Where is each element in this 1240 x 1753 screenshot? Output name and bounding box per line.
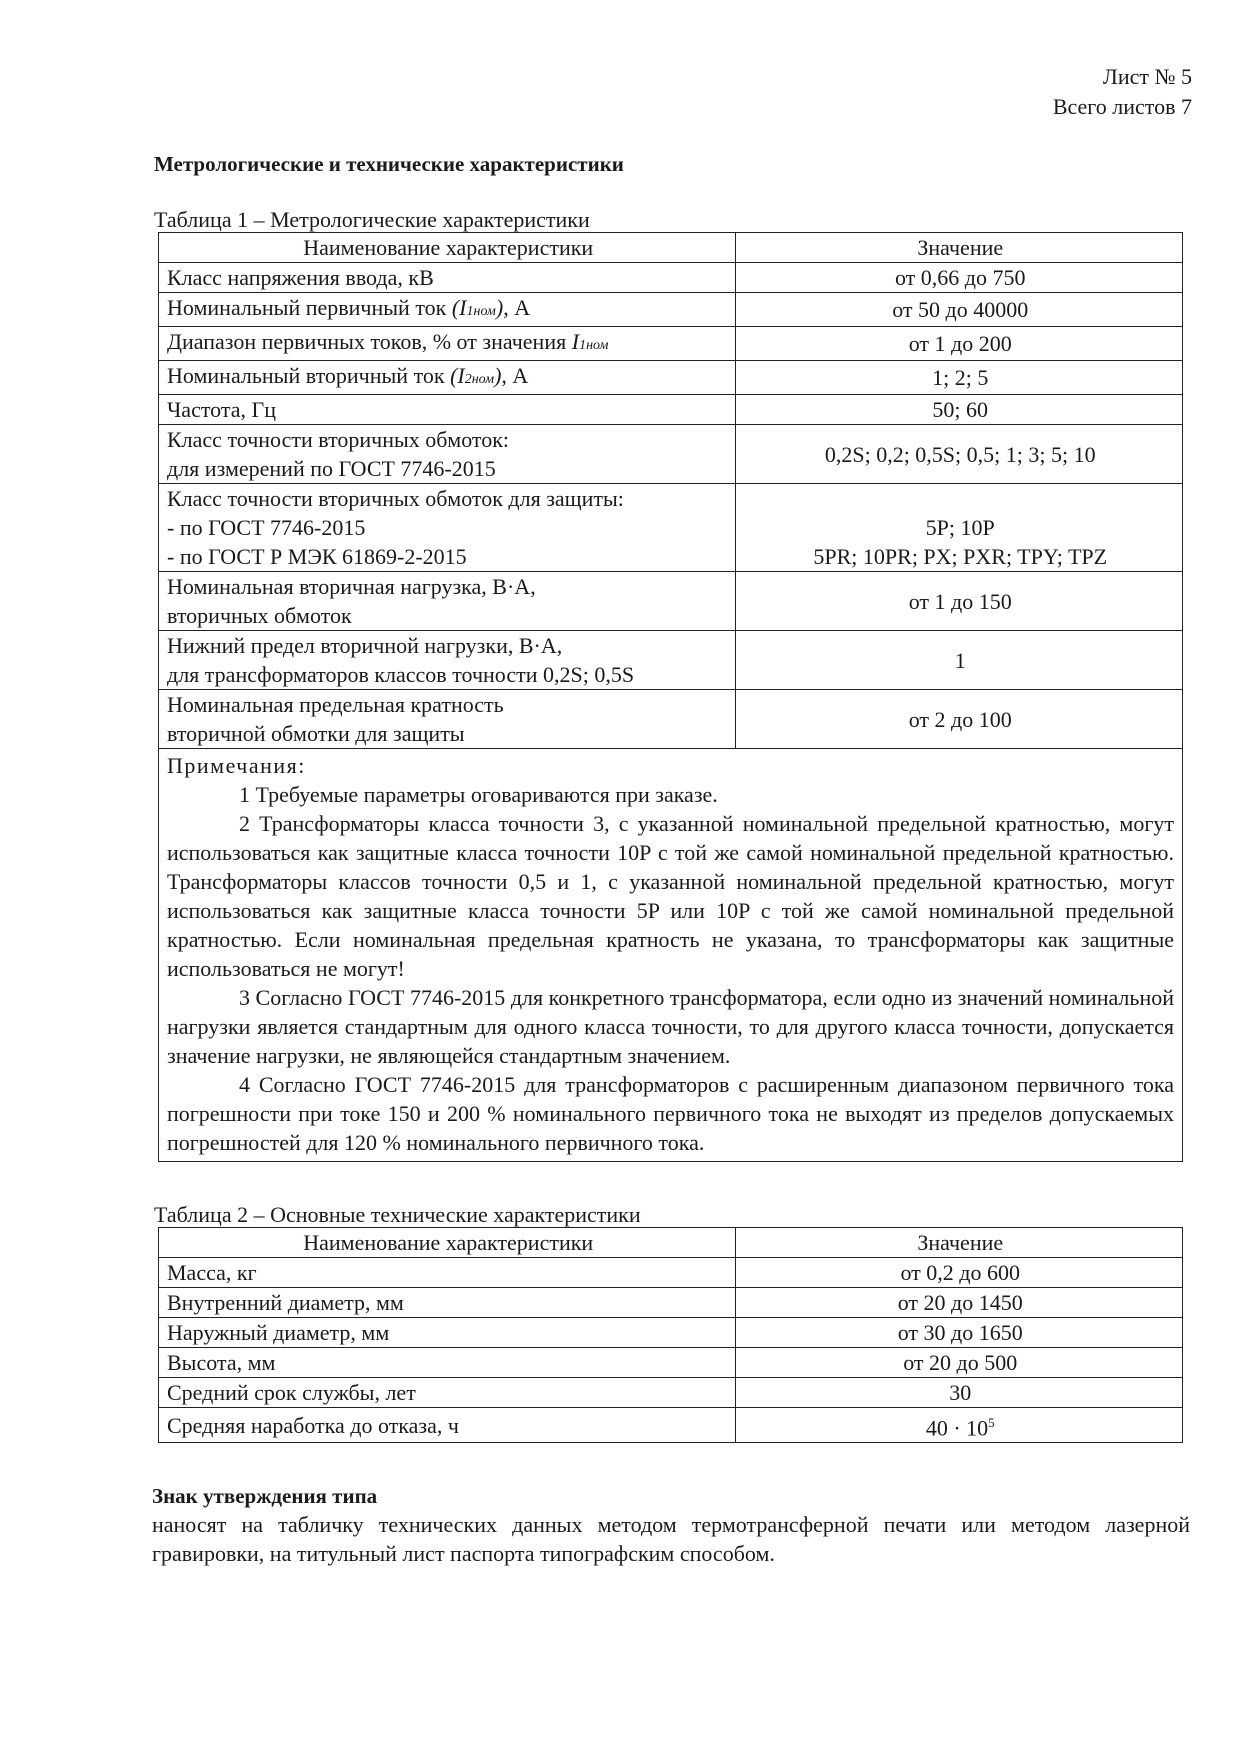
table-row: [159, 327, 1183, 361]
row-value: от 0,2 до 600: [736, 1258, 1183, 1288]
row-value: 1; 2; 5: [736, 361, 1183, 395]
table-row: [159, 690, 1183, 749]
row-name: Средний срок службы, лет: [159, 1378, 736, 1408]
row-value: от 2 до 100: [736, 690, 1183, 749]
table-row: [159, 361, 1183, 395]
table-row: [159, 1348, 1183, 1378]
row-name: Номинальный вторичный ток (I2ном), А: [159, 361, 736, 395]
table-row: [159, 1318, 1183, 1348]
column-header-value: Значение: [736, 1228, 1183, 1258]
row-value: 50; 60: [736, 395, 1183, 425]
note-item: 2 Трансформаторы класса точности 3, с указанной номинальной предельной кратностью, могут использоваться как защитные класса точности 10P с той же самой номинальной предельной кратностью. Трансформаторы классов точности 0,5 и 1, с указанной номинальной предельной кратностью, могут использоваться как защитные класса точности 5P или 10P с той же самой номинальной предельной кратностью. Если номинальная предельная кратность не указана, то трансформаторы как защитные использоваться не могут!: [167, 811, 1174, 981]
note-item: 3 Согласно ГОСТ 7746-2015 для конкретного трансформатора, если одно из значений номинальной нагрузки является стандартным для одного класса точности, то для другого класса точности, допускается значение нагрузки, не являющейся стандартным значением.: [167, 985, 1174, 1068]
column-header-value: Значение: [736, 233, 1183, 263]
row-value: от 0,66 до 750: [736, 263, 1183, 293]
row-name: Диапазон первичных токов, % от значения I1ном: [159, 327, 736, 361]
section-title: Метрологические и технические характеристики: [154, 152, 624, 176]
row-name: Масса, кг: [159, 1258, 736, 1288]
row-name: Наружный диаметр, мм: [159, 1318, 736, 1348]
row-name: Высота, мм: [159, 1348, 736, 1378]
notes-title: Примечания:: [167, 753, 306, 778]
table-row: [159, 484, 1183, 572]
row-value: $40 \cdot 10^5$: [736, 1408, 1183, 1443]
row-value: 5P; 10P 5PR; 10PR; PX; PXR; TPY; TPZ: [736, 484, 1183, 572]
table-row: [159, 1258, 1183, 1288]
type-mark-title: Знак утверждения типа: [152, 1484, 378, 1508]
note-item: 4 Согласно ГОСТ 7746-2015 для трансформаторов с расширенным диапазоном первичного тока погрешности при токе 150 и 200 % номинального первичного тока не выходят из пределов допускаемых погрешностей для 120 % номинального первичного тока.: [167, 1072, 1174, 1155]
page-header: [1053, 62, 1192, 122]
table-row: [159, 425, 1183, 484]
row-value: 1: [736, 631, 1183, 690]
table-row: [159, 572, 1183, 631]
row-value: от 20 до 1450: [736, 1288, 1183, 1318]
sheet-number: Лист № 5: [1102, 64, 1192, 89]
total-sheets: Всего листов 7: [1052, 94, 1192, 119]
notes-row: [159, 749, 1183, 1162]
row-name: Класс точности вторичных обмоток для защиты: - по ГОСТ 7746-2015 - по ГОСТ Р МЭК 61869-2-2015: [159, 484, 736, 572]
table1-metrological: [158, 232, 1183, 1162]
row-name: Средняя наработка до отказа, ч: [159, 1408, 736, 1443]
row-value: от 50 до 40000: [736, 293, 1183, 327]
table-row: [159, 1288, 1183, 1318]
row-value: 30: [736, 1378, 1183, 1408]
row-name: Внутренний диаметр, мм: [159, 1288, 736, 1318]
table-notes: [159, 749, 1183, 1162]
table1-caption: Таблица 1 – Метрологические характеристики: [154, 207, 590, 232]
table2-caption: Таблица 2 – Основные технические характеристики: [154, 1202, 641, 1227]
table-header-row: [159, 1228, 1183, 1258]
row-name: Частота, Гц: [159, 395, 736, 425]
row-value: от 20 до 500: [736, 1348, 1183, 1378]
row-name: Класс точности вторичных обмоток: для измерений по ГОСТ 7746-2015: [159, 425, 736, 484]
row-name: Нижний предел вторичной нагрузки, В·А, для трансформаторов классов точности 0,2S; 0,5S: [159, 631, 736, 690]
row-name: Номинальный первичный ток (I1ном), А: [159, 293, 736, 327]
row-value: от 1 до 200: [736, 327, 1183, 361]
row-name: Номинальная вторичная нагрузка, В·А, вторичных обмоток: [159, 572, 736, 631]
table-row: [159, 1378, 1183, 1408]
table-header-row: [159, 233, 1183, 263]
table-row: [159, 395, 1183, 425]
table-row: [159, 293, 1183, 327]
column-header-name: Наименование характеристики: [159, 233, 736, 263]
row-name: Класс напряжения ввода, кВ: [159, 263, 736, 293]
type-mark-text: наносят на табличку технических данных методом термотрансферной печати или методом лазерной гравировки, на титульный лист паспорта типографским способом.: [152, 1512, 1190, 1566]
row-name: Номинальная предельная кратность вторичной обмотки для защиты: [159, 690, 736, 749]
row-value: от 30 до 1650: [736, 1318, 1183, 1348]
column-header-name: Наименование характеристики: [159, 1228, 736, 1258]
note-item: 1 Требуемые параметры оговариваются при заказе.: [239, 782, 718, 807]
table-row: [159, 631, 1183, 690]
row-value: 0,2S; 0,2; 0,5S; 0,5; 1; 3; 5; 10: [736, 425, 1183, 484]
table2-technical: [158, 1227, 1183, 1443]
table-row: [159, 1408, 1183, 1443]
table-row: [159, 263, 1183, 293]
row-value: от 1 до 150: [736, 572, 1183, 631]
